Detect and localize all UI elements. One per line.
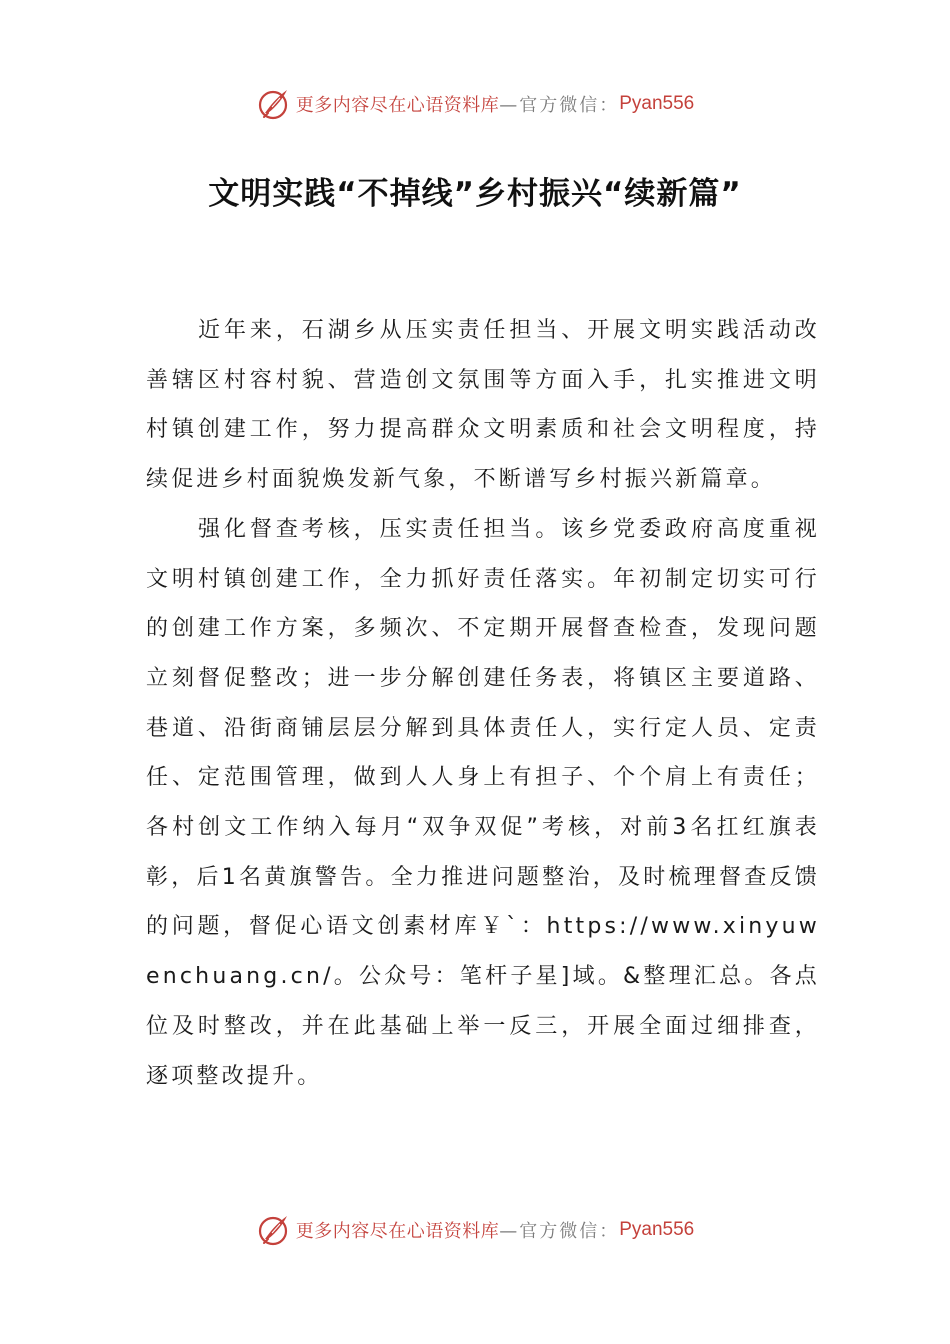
header-banner <box>0 82 950 126</box>
banner-separator-text: —官方微信： <box>499 95 620 116</box>
quill-pen-logo-icon <box>256 86 292 122</box>
article-body <box>146 306 820 1101</box>
banner-brand-text: 更多内容尽在心语资料库 <box>295 1221 500 1242</box>
paragraph-intro: 近年来，石湖乡从压实责任担当、开展文明实践活动改善辖区村容村貌、营造创文氛围等方面入手，扎实推进文明村镇创建工作，努力提高群众文明素质和社会文明程度，持续促进乡村面貌焕发新气象，不断谱写乡村振兴新篇章。 <box>146 318 820 493</box>
banner-brand-text: 更多内容尽在心语资料库 <box>295 95 500 116</box>
footer-banner <box>0 1208 950 1252</box>
banner-account-id: Pyan556 <box>619 1219 695 1240</box>
document-title: 文明实践“不掉线”乡村振兴“续新篇” <box>208 176 742 212</box>
quill-pen-logo-icon <box>256 1212 292 1248</box>
banner-account-id: Pyan556 <box>619 93 695 114</box>
banner-separator-text: —官方微信： <box>499 1221 620 1242</box>
paragraph-supervision: 强化督查考核，压实责任担当。该乡党委政府高度重视文明村镇创建工作，全力抓好责任落实。年初制定切实可行的创建工作方案，多频次、不定期开展督查检查，发现问题立刻督促整改；进一步分解创建任务表，将镇区主要道路、巷道、沿街商铺层层分解到具体责任人，实行定人员、定责任、定范围管理，做到人人身上有担子、个个肩上有责任；各村创文工作纳入每月“双争双促”考核，对前3名扛红旗表彰，后1名黄旗警告。全力推进问题整治，及时梳理督查反馈的问题，督促心语文创素材库￥`：https://www.xinyuwenchuang.cn/。公众号：笔杆子星]域。&整理汇总。各点位及时整改，并在此基础上举一反三，开展全面过细排查，逐项整改提升。 <box>146 516 820 1089</box>
